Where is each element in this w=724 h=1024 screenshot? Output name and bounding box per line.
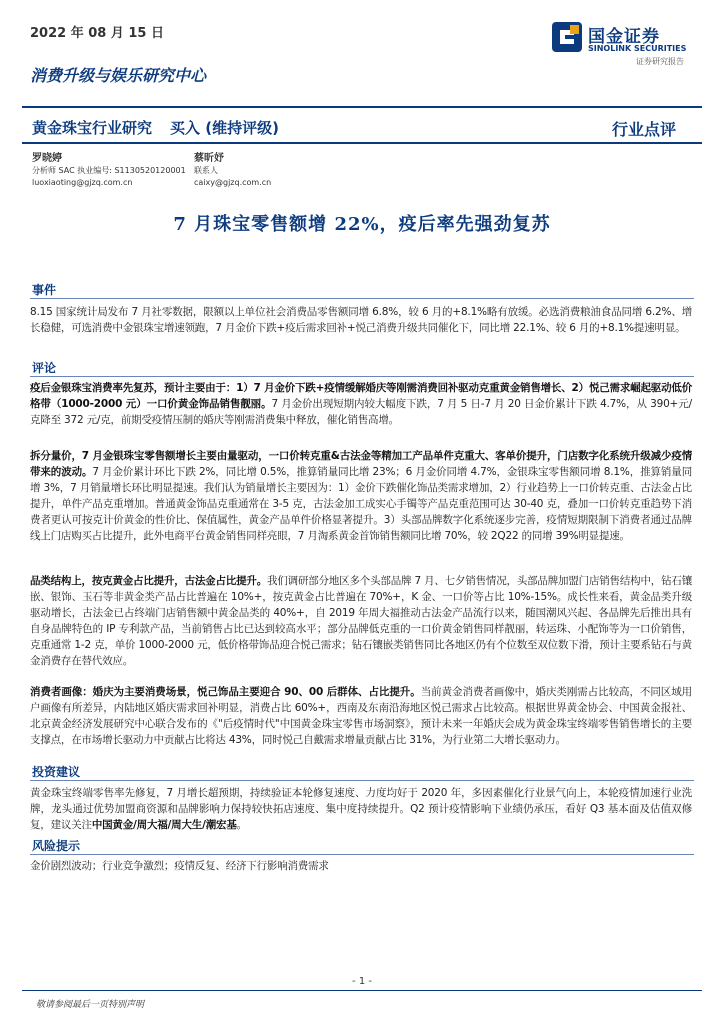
- comment-paragraph-4: [30, 684, 692, 748]
- analyst-card: [32, 153, 186, 189]
- section-rule: [30, 780, 694, 781]
- contact-email: caixy@gjzq.com.cn: [194, 178, 272, 187]
- comment-p1-lead: 疫后金银珠宝消费率先复苏，预计主要由于：1）7 月金价下跌+疫情缓解婚庆等刚需消费回补驱动克重黄金销售增长、2）悦己需求崛起驱动低价格带（1000-2000 元）一口价黄金饰品销售靓丽。: [30, 382, 692, 410]
- analyst-role: 分析师 SAC 执业编号: S1130520120001: [32, 166, 186, 175]
- comment-paragraph-3: [30, 573, 692, 669]
- comment-p4-body: 当前黄金消费者画像中，婚庆类刚需占比较高，不同区域用户画像有所差异，内陆地区婚庆需求回补明显，消费占比 60%+，西南及东南沿海地区悦己需求占比较高。根据世界黄金协会、中国黄金报社、北京黄金经济发展研究中心联合发布的《"后疫情时代"中国黄金珠宝零售市场洞察》，预计未来一年婚庆会成为黄金珠宝终端零售销售增长的主要支撑点，在市场增长驱动力中贡献占比将达 43%，同时悦己自戴需求增量贡献占比 31%，为行业第二大增长驱动力。: [30, 686, 692, 746]
- analyst-name: 罗晓婷: [32, 153, 62, 164]
- event-paragraph: 8.15 国家统计局发布 7 月社零数据，限额以上单位社会消费品零售额同增 6.8%，较 6 月的+8.1%略有放缓。必选消费粮油食品同增 6.2%、增长稳健，可选消费中金银珠宝增速领跑，7 月金价下跌+疫后需求回补+悦己消费升级共同催化下，同比增 22.1%、较 6 月的+8.1%提速明显。: [30, 306, 692, 334]
- invest-picks: 中国黄金/周大福/周大生/潮宏基: [91, 819, 237, 831]
- report-title: 黄金珠宝行业研究: [32, 119, 153, 137]
- header-bottom-rule: [22, 142, 702, 144]
- analyst-email: luoxiaoting@gjzq.com.cn: [32, 178, 133, 187]
- logo-text-en: SINOLINK SECURITIES: [588, 44, 687, 53]
- section-title-risk: 风险提示: [32, 839, 81, 853]
- comment-p3-body: 我们调研部分地区多个头部品牌 7 月、七夕销售情况，头部品牌加盟门店销售结构中，钻石镶嵌、银饰、玉石等非黄金类产品占比普遍在 10%+，按克黄金占比普遍在 70%+，K 金、一口价等占比 10%-15%。成长性来看，黄金品类升级驱动增长，古法金已占终端门店销售额中黄金品类的 40%+，自 2019 年周大福推动古法金产品流行以来，随国潮风兴起、各品牌先后推出具有自身品牌特色的 IP 专利款产品，当前销售占比已达到较高水平；部分品牌低克重的一口价黄金销售同样靓丽，转运珠、小配饰等为一口价销售，克重通常 1-2 克，单价 1000-2000 元，低价格带饰品迎合悦己需求；钻石镶嵌类销售同比各地区仍有个位数至双位数下滑，预计主要系钻石与黄金消费存在替代效应。: [30, 575, 692, 667]
- logo-mark-icon: [552, 22, 582, 52]
- section-title-invest: 投资建议: [32, 765, 81, 779]
- logo-subtitle: 证券研究报告: [636, 57, 684, 66]
- page-number: - 1 -: [352, 976, 372, 987]
- contact-role: 联系人: [194, 166, 218, 175]
- comment-p2-lead: 拆分量价，7 月金银珠宝零售额增长主要由量驱动，一口价转克重&古法金等精加工产品单件克重大、客单价提升，门店数字化系统升级减少疫情带来的波动。: [30, 450, 692, 478]
- section-rule: [30, 854, 694, 855]
- research-center: 消费升级与娱乐研究中心: [30, 66, 207, 85]
- report-type: 行业点评: [612, 120, 677, 139]
- headline: 7 月珠宝零售额增 22%，疫后率先强劲复苏: [173, 214, 551, 235]
- contact-name: 蔡昕妤: [194, 153, 224, 164]
- comment-p1-body: 7 月金价出现短期内较大幅度下跌，7 月 5 日-7 月 20 日金价累计下跌 4.7%，从 390+元/克降至 372 元/克，前期受疫情压制的婚庆等刚需消费集中释放，催化销售高增。: [30, 398, 692, 426]
- rating-label: 买入 (维持评级): [170, 119, 279, 137]
- footer-disclaimer: 敬请参阅最后一页特别声明: [36, 1000, 145, 1010]
- comment-paragraph-1: [30, 380, 692, 428]
- report-date: 2022 年 08 月 15 日: [30, 26, 164, 41]
- report-title-bar: [32, 117, 297, 138]
- invest-paragraph: [30, 785, 692, 833]
- risk-paragraph: 金价剧烈波动；行业竞争激烈；疫情反复、经济下行影响消费需求: [30, 860, 329, 872]
- contact-card: [194, 153, 271, 189]
- comment-paragraph-2: [30, 448, 692, 544]
- logo-text-cn: 国金证券: [588, 27, 660, 47]
- section-title-comment: 评论: [32, 361, 57, 375]
- comment-p2-body: 7 月金价累计环比下跌 2%，同比增 0.5%，推算销量同比增 23%；6 月金价同增 4.7%，金银珠宝零售额同增 8.1%，推算销量同增 3%，7 月销量增长环比明显提速。我们认为销量增长主要因为：1）金价下跌催化饰品类需求增加，2）行业趋势上一口价转克重、古法金占比提升，单件产品克重增加。普通黄金饰品克重通常在 3-5 克，古法金加工成实心手镯等产品克重范围可达 30-40 克，叠加一口价转克重趋势下消费者更认可按克计价黄金的性价比、保值属性，黄金产品单件价格显著提升。3）头部品牌数字化系统逐步完善，疫情短期限制下消费者通过品牌线上门店购买占比提升，此外电商平台黄金销售同样亮眼，7 月淘系黄金首饰销售额同比增 70%，较 2Q22 的同增 39%明显提速。: [30, 466, 692, 542]
- section-title-event: 事件: [32, 283, 57, 297]
- company-logo: [552, 20, 702, 68]
- invest-end: 。: [236, 819, 247, 831]
- comment-p4-lead: 消费者画像：婚庆为主要消费场景，悦己饰品主要迎合 90、00 后群体、占比提升。: [30, 686, 421, 698]
- footer-rule: [22, 990, 702, 991]
- comment-p3-lead: 品类结构上，按克黄金占比提升，古法金占比提升。: [30, 575, 268, 587]
- section-rule: [30, 298, 694, 299]
- invest-body: 黄金珠宝终端零售率先修复，7 月增长超预期，持续验证本轮修复速度、力度均好于 2020 年，多因素催化行业景气向上，本轮疫情加速行业洗牌，龙头通过优势加盟商资源和品牌影响力保持较快拓店速度、集中度持续提升。Q2 预计疫情影响下业绩仍承压，看好 Q3 基本面及估值双修复，建议关注: [30, 787, 692, 831]
- header-top-rule: [22, 106, 702, 108]
- section-rule: [30, 376, 694, 377]
